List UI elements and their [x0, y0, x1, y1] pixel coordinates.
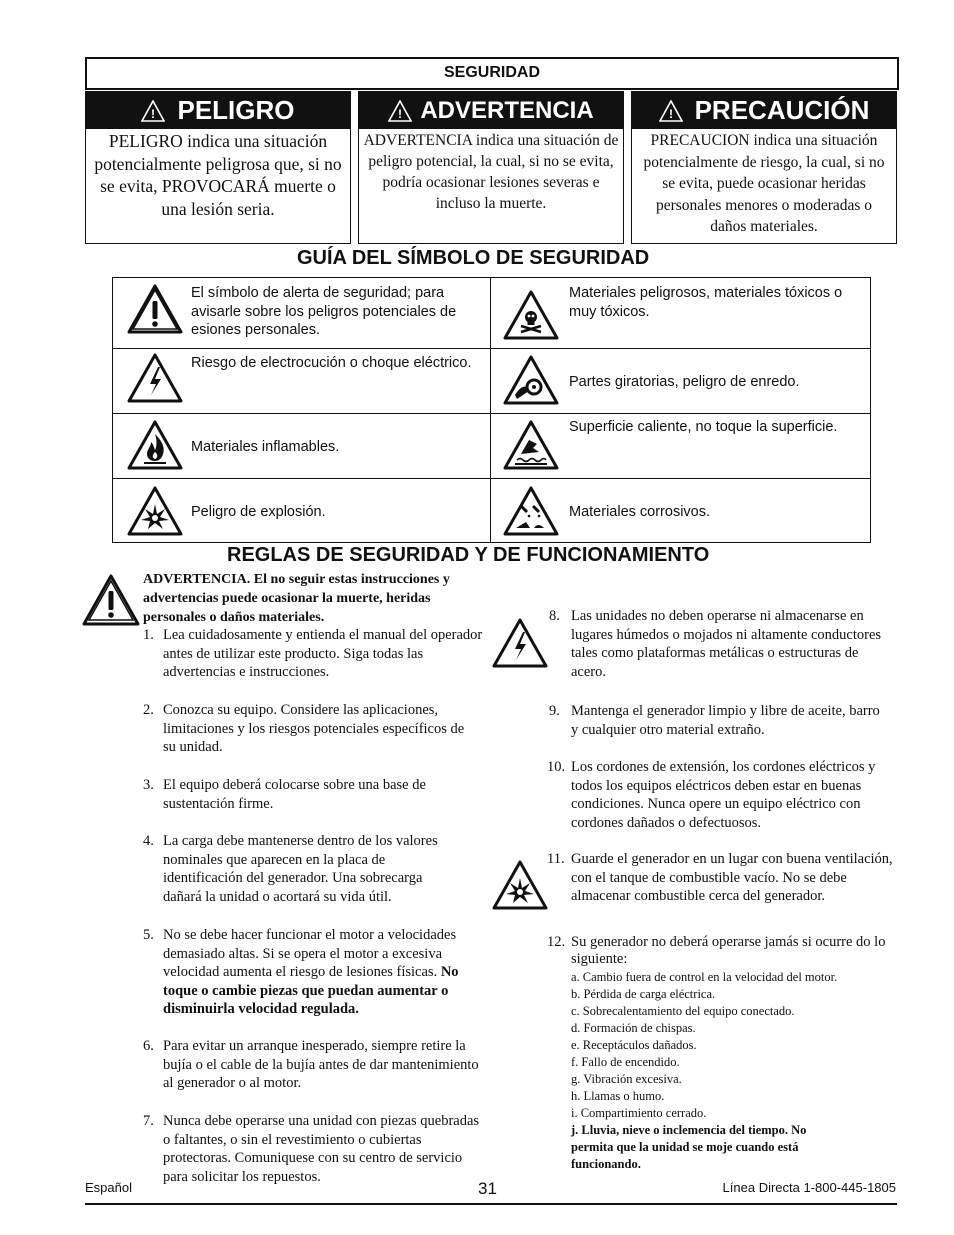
sub-item: d. Formación de chispas.: [571, 1021, 696, 1035]
symbol-cell: [491, 278, 870, 349]
alert-triangle-icon: [659, 100, 683, 122]
sub-item: c. Sobrecalentamiento del equipo conectado.: [571, 1004, 795, 1018]
rotating-parts-icon: [503, 355, 559, 405]
explosion-icon: [127, 486, 183, 536]
alert-triangle-icon: [388, 100, 412, 122]
danger-banner: [86, 92, 350, 129]
sub-item: e. Receptáculos dañados.: [571, 1038, 697, 1052]
sub-item: a. Cambio fuera de control en la velocidad del motor.: [571, 970, 838, 984]
electric-shock-icon: [127, 353, 183, 403]
symbol-cell: [491, 349, 870, 414]
sub-item: b. Pérdida de carga eléctrica.: [571, 987, 716, 1001]
skull-icon: [503, 290, 559, 340]
sub-item: g. Vibración excesiva.: [571, 1072, 682, 1086]
sub-item: f. Fallo de encendido.: [571, 1055, 680, 1069]
symbol-cell: [491, 479, 870, 542]
symbol-text: Superficie caliente, no toque la superficie.: [569, 419, 838, 435]
rules-title: REGLAS DE SEGURIDAD Y DE FUNCIONAMIENTO: [227, 544, 710, 566]
guide-title: GUÍA DEL SÍMBOLO DE SEGURIDAD: [297, 247, 650, 269]
footer-hotline: Línea Directa 1-800-445-1805: [722, 1180, 896, 1195]
section-header: SEGURIDAD: [85, 57, 899, 90]
symbol-text: Materiales inflamables.: [191, 439, 340, 455]
sub-item-bold: j. Lluvia, nieve o inclemencia del tiempo. No permita que la unidad se moje cuando está funcionando.: [571, 1123, 807, 1171]
warning-text: ADVERTENCIA indica una situación de peligro potencial, la cual, si no se evita, podría ocasionar lesiones severas e incluso la muerte.: [363, 132, 619, 212]
symbol-guide-table: [112, 277, 871, 543]
symbol-cell: [113, 479, 491, 542]
symbol-cell: [113, 349, 491, 414]
electric-shock-icon: [492, 618, 548, 668]
footer-rule: [85, 1203, 897, 1205]
symbol-text: El símbolo de alerta de seguridad; para avisarle sobre los peligros potenciales de esiones personales.: [191, 285, 457, 338]
sub-list: [571, 969, 891, 1173]
symbol-text: Riesgo de electrocución o choque eléctrico.: [191, 355, 472, 371]
page-number: 31: [478, 1179, 497, 1198]
alert-triangle-icon: [141, 100, 165, 122]
svg-text:!: !: [151, 106, 156, 121]
footer-language: Español: [85, 1180, 132, 1195]
explosion-icon: [492, 860, 548, 910]
exclamation-icon: [82, 574, 140, 626]
symbol-text: Materiales peligrosos, materiales tóxicos o muy tóxicos.: [569, 285, 843, 320]
danger-text: PELIGRO indica una situación potencialmente peligrosa que, si no se evita, PROVOCARÁ muerte o una lesión seria.: [94, 131, 342, 219]
caution-text: PRECAUCION indica una situación potencialmente de riesgo, la cual, si no se evita, puede ocasionar heridas personales menores o moderadas o daños materiales.: [643, 132, 885, 235]
warning-banner: [359, 92, 623, 129]
symbol-text: Peligro de explosión.: [191, 504, 326, 520]
symbol-cell: [113, 278, 491, 349]
danger-word: PELIGRO: [177, 95, 295, 125]
caution-banner: [632, 92, 896, 129]
exclamation-icon: [127, 284, 183, 334]
danger-box: [85, 91, 351, 244]
symbol-text: Materiales corrosivos.: [569, 504, 711, 520]
hot-surface-icon: [503, 420, 559, 470]
warning-word: ADVERTENCIA: [420, 96, 594, 124]
warning-statement: ADVERTENCIA. El no seguir estas instrucciones y advertencias puede ocasionar la muerte, heridas personales o daños materiales.: [143, 572, 450, 625]
symbol-text: Partes giratorias, peligro de enredo.: [569, 374, 800, 390]
flame-icon: [127, 420, 183, 470]
svg-text:!: !: [398, 106, 403, 121]
symbol-cell: [113, 414, 491, 479]
caution-word: PRECAUCIÓN: [694, 95, 870, 125]
sub-item: h. Llamas o humo.: [571, 1089, 665, 1103]
corrosive-icon: [503, 486, 559, 536]
caution-box: [631, 91, 897, 244]
svg-text:!: !: [668, 106, 673, 121]
sub-item: i. Compartimiento cerrado.: [571, 1106, 707, 1120]
warning-box: [358, 91, 624, 244]
symbol-cell: [491, 414, 870, 479]
